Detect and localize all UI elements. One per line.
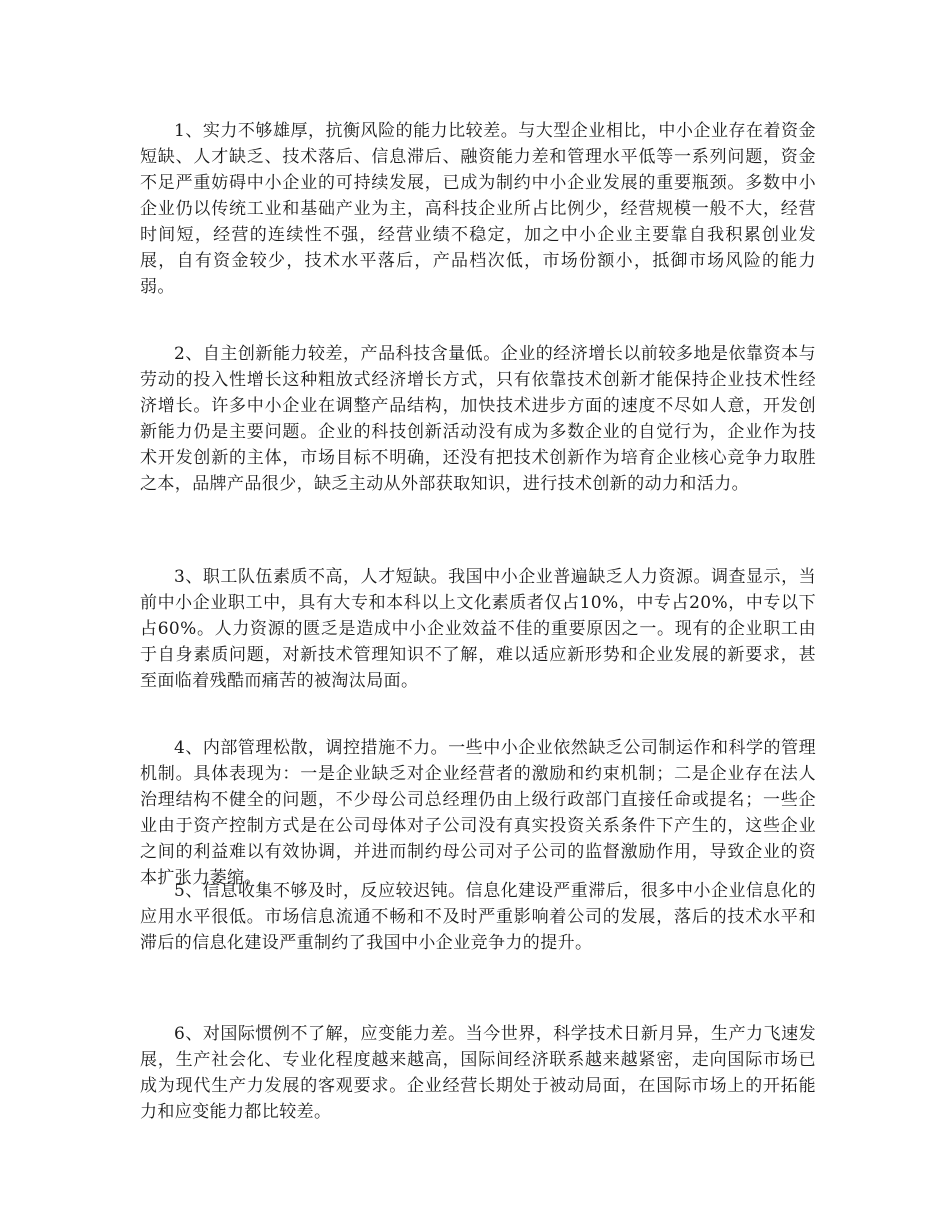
paragraph-5: 5、信息收集不够及时，反应较迟钝。信息化建设严重滞后，很多中小企业信息化的应用水平很低。市场信息流通不畅和不及时严重影响着公司的发展，落后的技术水平和滞后的信息化建设严重制约了我国中小企业竞争力的提升。: [140, 881, 816, 953]
paragraph-4: 4、内部管理松散，调控措施不力。一些中小企业依然缺乏公司制运作和科学的管理机制。具体表现为：一是企业缺乏对企业经营者的激励和约束机制；二是企业存在法人治理结构不健全的问题，不少母公司总经理仍由上级行政部门直接任命或提名；一些企业由于资产控制方式是在公司母体对子公司没有真实投资关系条件下产生的，这些企业之间的利益难以有效协调，并进而制约母公司对子公司的监督激励作用，导致企业的资本扩张力萎缩。: [140, 738, 816, 888]
paragraph-2: 2、自主创新能力较差，产品科技含量低。企业的经济增长以前较多地是依靠资本与劳动的投入性增长这种粗放式经济增长方式，只有依靠技术创新才能保持企业技术性经济增长。许多中小企业在调整产品结构，加快技术进步方面的速度不尽如人意，开发创新能力仍是主要问题。企业的科技创新活动没有成为多数企业的自觉行为，企业作为技术开发创新的主体，市场目标不明确，还没有把技术创新作为培育企业核心竞争力取胜之本，品牌产品很少，缺乏主动从外部获取知识，进行技术创新的动力和活力。: [140, 344, 816, 494]
paragraph-3: 3、职工队伍素质不高，人才短缺。我国中小企业普遍缺乏人力资源。调查显示，当前中小企业职工中，具有大专和本科以上文化素质者仅占10%，中专占20%，中专以下占60%。人力资源的匮乏是造成中小企业效益不佳的重要原因之一。现有的企业职工由于自身素质问题，对新技术管理知识不了解，难以适应新形势和企业发展的新要求，甚至面临着残酷而痛苦的被淘汰局面。: [140, 567, 816, 691]
paragraph-1: 1、实力不够雄厚，抗衡风险的能力比较差。与大型企业相比，中小企业存在着资金短缺、人才缺乏、技术落后、信息滞后、融资能力差和管理水平低等一系列问题，资金不足严重妨碍中小企业的可持续发展，已成为制约中小企业发展的重要瓶颈。多数中小企业仍以传统工业和基础产业为主，高科技企业所占比例少，经营规模一般不大，经营时间短，经营的连续性不强，经营业绩不稳定，加之中小企业主要靠自我积累创业发展，自有资金较少，技术水平落后，产品档次低，市场份额小，抵御市场风险的能力弱。: [140, 121, 816, 297]
paragraph-6: 6、对国际惯例不了解，应变能力差。当今世界，科学技术日新月异，生产力飞速发展，生产社会化、专业化程度越来越高，国际间经济联系越来越紧密，走向国际市场已成为现代生产力发展的客观要求。企业经营长期处于被动局面，在国际市场上的开拓能力和应变能力都比较差。: [140, 1024, 816, 1122]
